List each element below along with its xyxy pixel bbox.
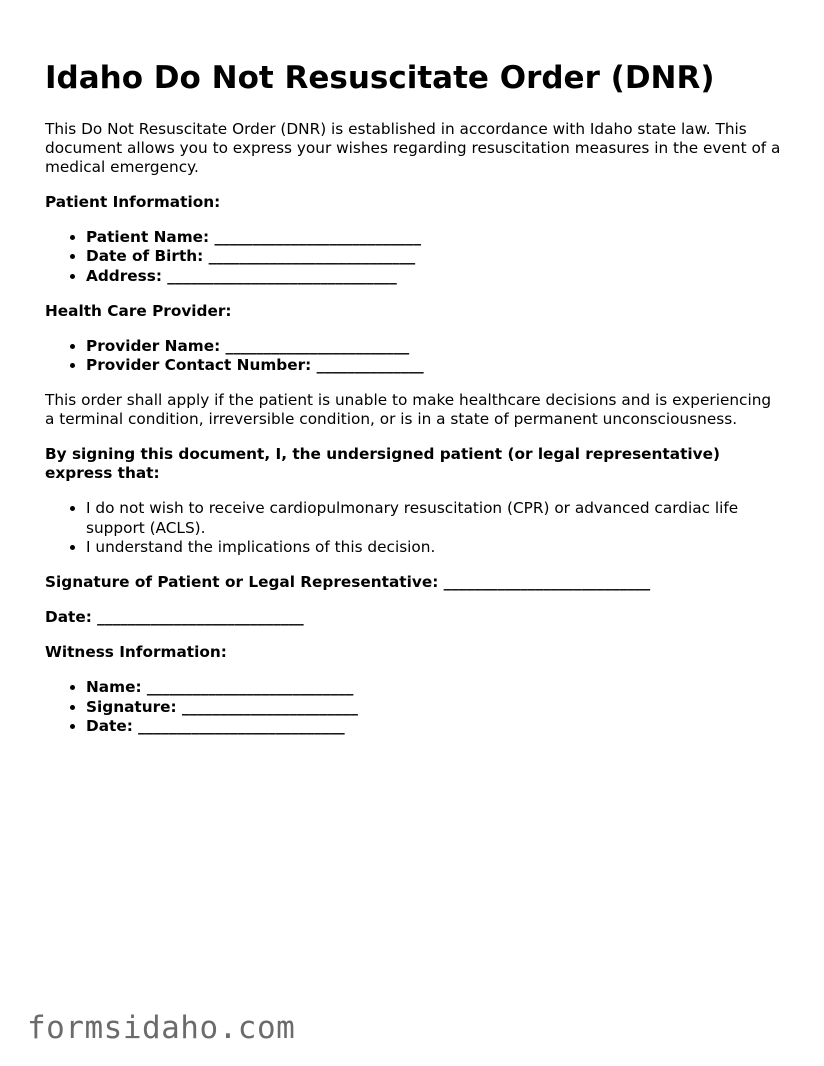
witness-heading: Witness Information: [45, 643, 227, 662]
witness-date-field[interactable]: • Date: ___________________________ [86, 717, 785, 736]
provider-list [45, 337, 785, 376]
witness-list [45, 678, 785, 736]
declaration-item: • I do not wish to receive cardiopulmonary resuscitation (CPR) or advanced cardiac life support (ACLS). [86, 499, 785, 538]
provider-contact-field[interactable]: • Provider Contact Number: ______________ [86, 356, 785, 375]
declaration-item: • I understand the implications of this decision. [86, 538, 785, 557]
provider-name-field[interactable]: • Provider Name: ________________________ [86, 337, 785, 356]
patient-info-heading: Patient Information: [45, 193, 221, 211]
provider-heading: Health Care Provider: [45, 301, 232, 320]
address-field[interactable]: • Address: ______________________________ [86, 267, 785, 286]
declaration-heading: By signing this document, I, the undersigned patient (or legal representative) express that: [45, 445, 720, 483]
declaration-list [45, 499, 785, 557]
signature-date-field[interactable]: Date: ___________________________ [45, 608, 304, 627]
patient-signature-field[interactable]: Signature of Patient or Legal Representative: ___________________________ [45, 573, 651, 592]
witness-signature-field[interactable]: • Signature: _______________________ [86, 698, 785, 717]
document-title: Idaho Do Not Resuscitate Order (DNR) [45, 60, 715, 96]
patient-info-list [45, 228, 785, 286]
intro-paragraph: This Do Not Resuscitate Order (DNR) is established in accordance with Idaho state law. This document allows you to express your wishes regarding resuscitation measures in the event of a medical emergency. [45, 120, 781, 176]
site-watermark: formsidaho.com [27, 1010, 296, 1046]
witness-name-field[interactable]: • Name: ___________________________ [86, 678, 785, 697]
date-of-birth-field[interactable]: • Date of Birth: ___________________________ [86, 247, 785, 266]
applicability-paragraph: This order shall apply if the patient is unable to make healthcare decisions and is experiencing a terminal condition, irreversible condition, or is in a state of permanent unconsciousness. [45, 391, 772, 429]
patient-name-field[interactable]: • Patient Name: ___________________________ [86, 228, 785, 247]
document-page [45, 58, 785, 736]
